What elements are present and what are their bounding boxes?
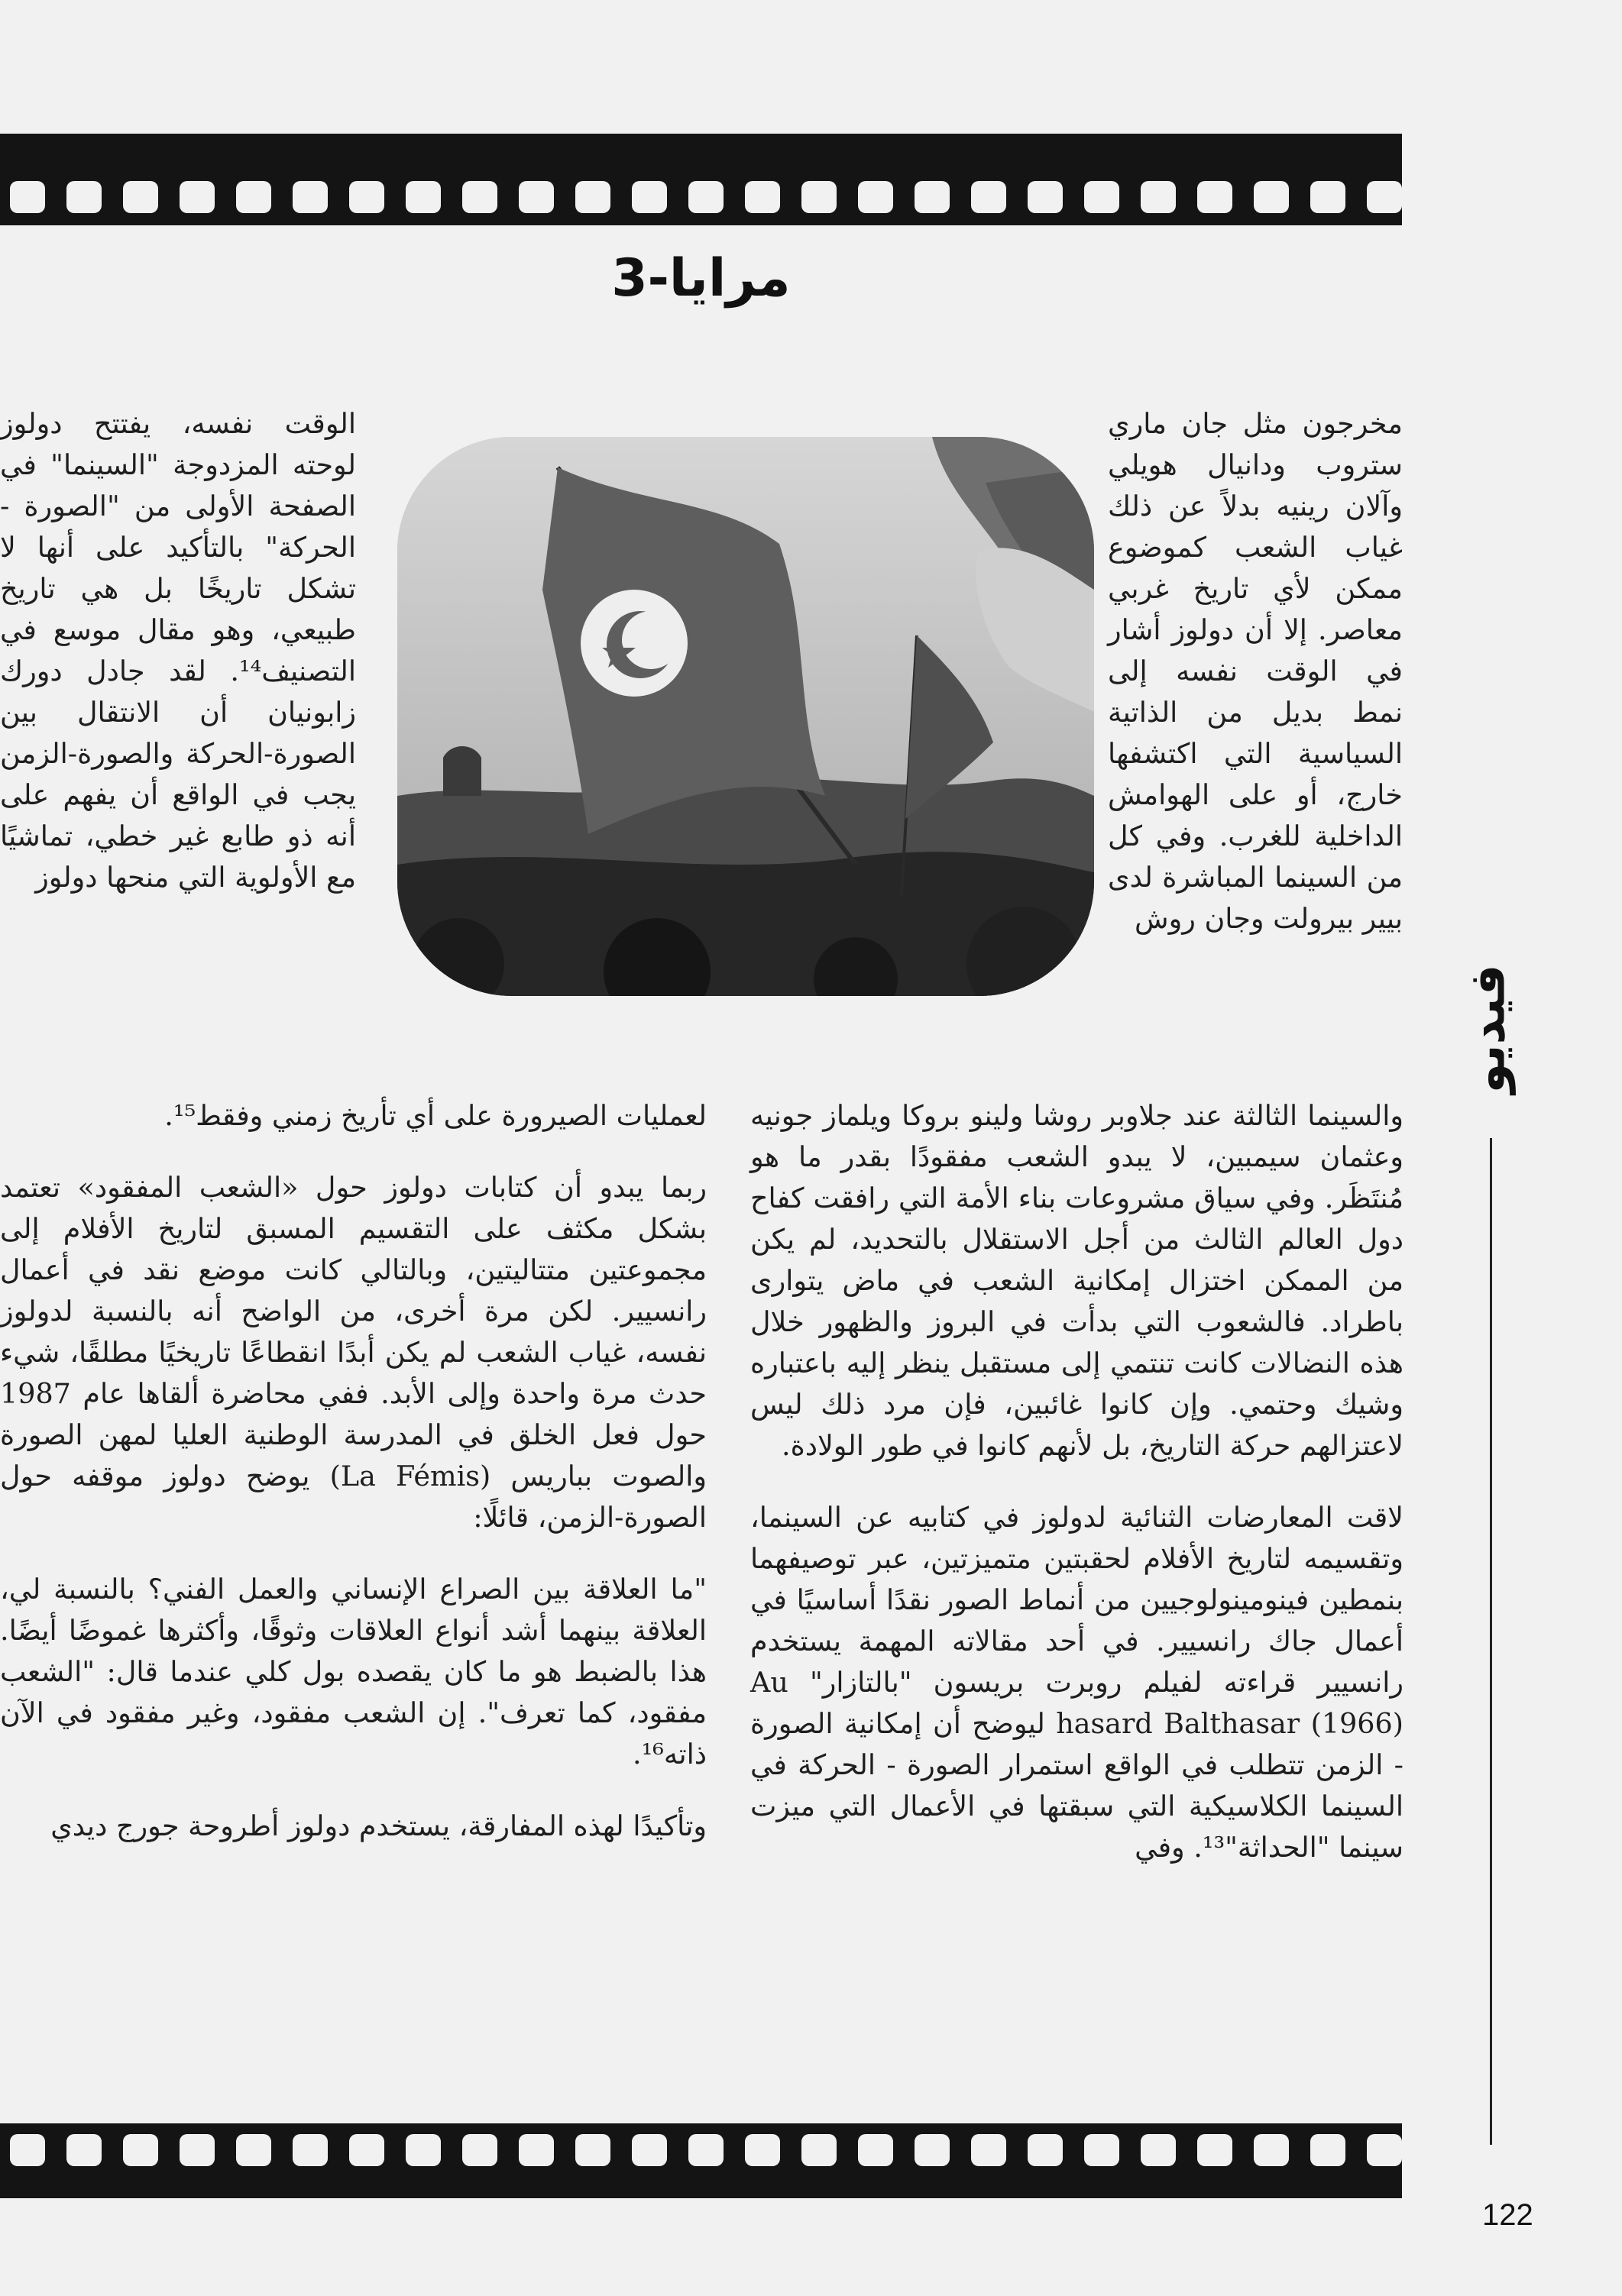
sprocket-hole (349, 2134, 384, 2166)
sprocket-hole (406, 2134, 441, 2166)
sprocket-hole (180, 2134, 215, 2166)
text-column-right-top (1108, 403, 1403, 959)
sprocket-hole (971, 181, 1006, 213)
sprocket-hole (745, 181, 780, 213)
sprocket-hole (971, 2134, 1006, 2166)
sprocket-hole (1197, 181, 1232, 213)
sprocket-hole (462, 2134, 497, 2166)
filmstrip-footer-band (0, 2123, 1402, 2198)
sprocket-hole (519, 2134, 554, 2166)
sprocket-hole (858, 2134, 893, 2166)
sprocket-hole (293, 2134, 328, 2166)
sprocket-hole (632, 181, 667, 213)
sprocket-hole (575, 2134, 610, 2166)
flag-crowd-photo (397, 437, 1094, 996)
sprocket-hole (236, 2134, 271, 2166)
sprocket-hole (1141, 181, 1176, 213)
page-number: 122 (1482, 2198, 1533, 2232)
text-column-left-bottom (0, 1095, 707, 1877)
sprocket-hole (1367, 2134, 1402, 2166)
sprocket-hole (632, 2134, 667, 2166)
page-title: مرايا-3 (611, 248, 791, 309)
sprocket-hole (123, 2134, 158, 2166)
sprocket-hole (915, 2134, 950, 2166)
sprocket-hole (801, 2134, 837, 2166)
sprocket-hole (1367, 181, 1402, 213)
section-label (1456, 941, 1520, 1117)
paragraph: وتأكيدًا لهذه المفارقة، يستخدم دولوز أطروحة جورج ديدي (50, 1809, 707, 1842)
paragraph: الوقت نفسه، يفتتح دولوز لوحته المزدوجة "السينما" في الصفحة الأولى من "الصورة - الحركة" بالتأكيد على أنها لا تشكل تاريخًا بل هي تاريخ طبيعي، وهو مقال موسع في التصنيف¹⁴. لقد جادل دورك زابونيان أن الانتقال بين الصورة-الحركة والصورة-الزمن يجب في الواقع أن يفهم على أنه ذو طابع غير خطي، تماشيًا مع الأولوية التي منحها دولوز (0, 407, 356, 894)
sprocket-hole (1028, 2134, 1063, 2166)
sprocket-hole (180, 181, 215, 213)
sprocket-hole (1310, 181, 1345, 213)
quote-paragraph: "ما العلاقة بين الصراع الإنساني والعمل الفني؟ بالنسبة لي، العلاقة بينهما أشد أنواع العلاقات وثوقًا، وأكثرها غموضًا أيضًا. هذا بالضبط هو ما كان يقصده بول كلي عندما قال: "الشعب مفقود، كما تعرف". إن الشعب مفقود، وغير مفقود في الآن ذاته¹⁶. (0, 1573, 707, 1771)
text-column-right-bottom (750, 1095, 1403, 1899)
sprocket-hole (406, 181, 441, 213)
sprocket-hole (349, 181, 384, 213)
sprocket-hole (236, 181, 271, 213)
sprocket-hole (1141, 2134, 1176, 2166)
paragraph: ربما يبدو أن كتابات دولوز حول «الشعب المفقود» تعتمد بشكل مكثف على التقسيم المسبق لتاريخ الأفلام إلى مجموعتين متتاليتين، وبالتالي كانت موضع نقد في أعمال رانسيير. لكن مرة أخرى، من الواضح أنه بالنسبة لدولوز نفسه، غياب الشعب لم يكن أبدًا انقطاعًا تاريخيًا مطلقًا، شيء حدث مرة واحدة وإلى الأبد. ففي محاضرة ألقاها عام 1987 حول فعل الخلق في المدرسة الوطنية العليا لمهن الصورة والصوت بباريس (La Fémis) يوضح دولوز موقفه حول الصورة-الزمن، قائلًا: (0, 1171, 707, 1534)
sprocket-hole (1084, 2134, 1119, 2166)
sprocket-hole (801, 181, 837, 213)
sprocket-hole (575, 181, 610, 213)
filmstrip-header-band (0, 134, 1402, 225)
sprocket-hole (1310, 2134, 1345, 2166)
section-label-text: فيديو (1460, 964, 1517, 1094)
sprocket-hole (1254, 2134, 1289, 2166)
paragraph: لعمليات الصيرورة على أي تأريخ زمني وفقط¹⁵. (164, 1099, 707, 1132)
sprocket-hole (1084, 181, 1119, 213)
photo-illustration (397, 437, 1094, 996)
sprocket-hole (688, 181, 724, 213)
side-divider-rule (1490, 1138, 1492, 2145)
paragraph: لاقت المعارضات الثنائية لدولوز في كتابيه عن السينما، وتقسيمه لتاريخ الأفلام لحقبتين متميزتين، عبر توصيفهما بنمطين فينومينولوجيين من أنماط الصور نقدًا أساسيًا في أعمال جاك رانسيير. في أحد مقالاته المهمة يستخدم رانسيير قراءته لفيلم روبرت بريسون "بالتازار" Au hasard Balthasar (1966) ليوضح أن إمكانية الصورة - الزمن تتطلب في الواقع استمرار الصورة - الحركة في السينما الكلاسيكية التي سبقتها في الأعمال التي ميزت سينما "الحداثة"¹³. وفي (750, 1501, 1403, 1864)
sprocket-hole (10, 181, 45, 213)
text-column-left-top (0, 403, 356, 918)
sprocket-hole (1028, 181, 1063, 213)
sprocket-hole (10, 2134, 45, 2166)
sprocket-hole (123, 181, 158, 213)
sprocket-hole (293, 181, 328, 213)
sprocket-hole (66, 2134, 102, 2166)
sprocket-hole (66, 181, 102, 213)
sprocket-hole (1197, 2134, 1232, 2166)
sprocket-hole (915, 181, 950, 213)
sprocket-holes-bottom (15, 2134, 1402, 2166)
sprocket-hole (462, 181, 497, 213)
sprocket-hole (519, 181, 554, 213)
paragraph: مخرجون مثل جان ماري ستروب ودانيال هويلي وآلان رينيه بدلاً عن ذلك غياب الشعب كموضوع ممكن لأي تاريخ غربي معاصر. إلا أن دولوز أشار في الوقت نفسه إلى نمط بديل من الذاتية السياسية التي اكتشفها خارج، أو على الهوامش الداخلية للغرب. وفي كل من السينما المباشرة لدى بيير بيرولت وجان روش (1108, 407, 1403, 935)
sprocket-hole (688, 2134, 724, 2166)
sprocket-hole (1254, 181, 1289, 213)
sprocket-hole (745, 2134, 780, 2166)
sprocket-hole (858, 181, 893, 213)
paragraph: والسينما الثالثة عند جلاوبر روشا ولينو بروكا ويلماز جونيه وعثمان سيمبين، لا يبدو الشعب مفقودًا بقدر ما هو مُنتَظَر. وفي سياق مشروعات بناء الأمة التي رافقت كفاح دول العالم الثالث من أجل الاستقلال بالتحديد، لم يكن من الممكن اختزال إمكانية الشعب في ماض يتوارى باطراد. فالشعوب التي بدأت في البروز والظهور خلال هذه النضالات كانت تنتمي إلى مستقبل ينظر إليه باعتباره وشيك وحتمي. وإن كانوا غائبين، فإن مرد ذلك ليس لاعتزالهم حركة التاريخ، بل لأنهم كانوا في طور الولادة. (750, 1099, 1403, 1462)
sprocket-holes-top (15, 181, 1402, 213)
